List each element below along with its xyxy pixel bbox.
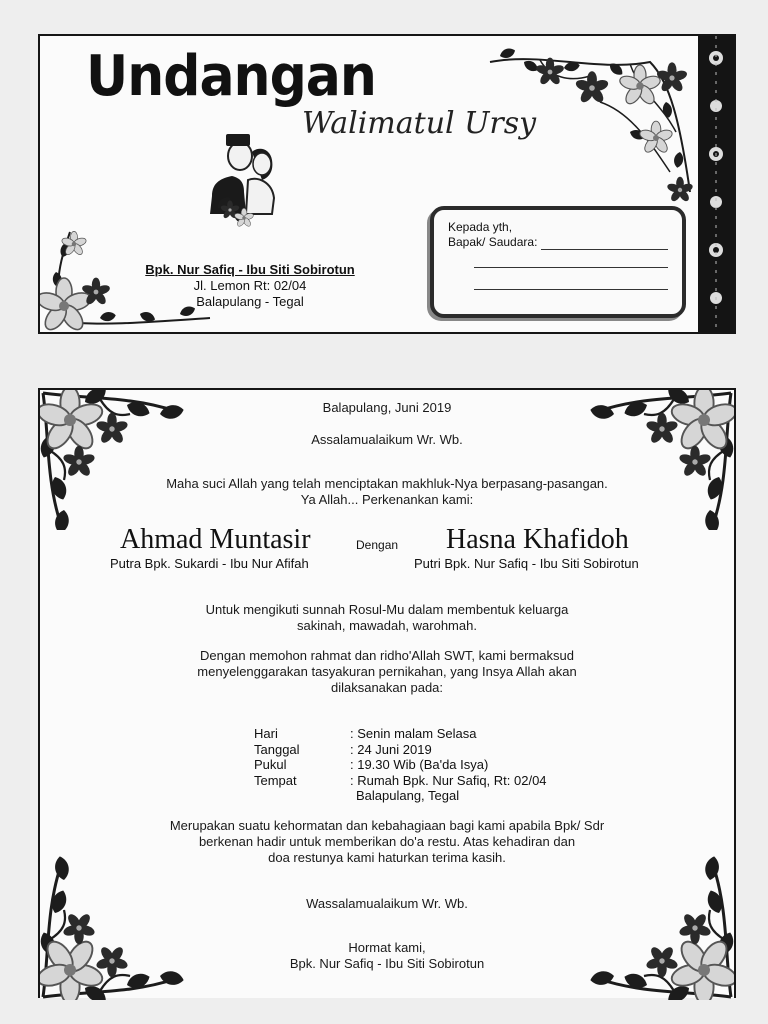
floral-corner-bottom-right bbox=[554, 856, 734, 1000]
sender-name: Bpk. Nur Safiq - Ibu Siti Sobirotun bbox=[145, 262, 355, 277]
event-row-place-cont: Balapulang, Tegal bbox=[356, 788, 460, 803]
cover-title: Undangan bbox=[86, 44, 376, 109]
opening-greeting: Assalamualaikum Wr. Wb. bbox=[311, 432, 463, 447]
signature: Bpk. Nur Safiq - Ibu Siti Sobirotun bbox=[289, 956, 485, 971]
place-date: Balapulang, Juni 2019 bbox=[322, 400, 452, 415]
para2-line-1: Dengan memohon rahmat dan ridho'Allah SWT, kami bermaksud bbox=[200, 648, 574, 663]
recipient-address-line-2 bbox=[474, 288, 668, 290]
event-row-date: Tanggal : 24 Juni 2019 bbox=[254, 741, 432, 757]
closing-line-1: Merupakan suatu kehormatan dan kebahagiaan bagi kami apabila Bpk/ Sdr bbox=[169, 818, 605, 833]
para1-line-1: Untuk mengikuti sunnah Rosul-Mu dalam membentuk keluarga bbox=[205, 602, 569, 617]
groom-name: Ahmad Muntasir bbox=[120, 524, 311, 555]
event-row-place: Tempat : Rumah Bpk. Nur Safiq, Rt: 02/04 bbox=[254, 772, 547, 788]
intro-line-2: Ya Allah... Perkenankan kami: bbox=[300, 492, 474, 507]
closing-greeting: Wassalamualaikum Wr. Wb. bbox=[306, 896, 468, 911]
para1-line-2: sakinah, mawadah, warohmah. bbox=[297, 618, 477, 633]
couple-illustration bbox=[182, 118, 282, 228]
recipient-name-row bbox=[448, 235, 668, 250]
intro-line-1: Maha suci Allah yang telah menciptakan makhluk-Nya berpasang-pasangan. bbox=[166, 476, 608, 491]
recipient-label: Bapak/ Saudara: bbox=[448, 235, 538, 249]
connector-word: Dengan bbox=[356, 538, 399, 552]
sender-address bbox=[100, 262, 400, 310]
sign-off: Hormat kami, bbox=[348, 940, 426, 955]
closing-line-3: doa restunya kami haturkan terima kasih. bbox=[268, 850, 506, 865]
event-row-day: Hari : Senin malam Selasa bbox=[254, 726, 477, 741]
bride-name: Hasna Khafidoh bbox=[446, 524, 629, 555]
sender-city: Balapulang - Tegal bbox=[196, 294, 304, 309]
invitation-letter bbox=[38, 388, 736, 998]
recipient-name-line bbox=[541, 236, 668, 250]
closing-line-2: berkenan hadir untuk memberikan do'a restu. Atas kehadiran dan bbox=[198, 834, 576, 849]
para2-line-2: menyelenggarakan tasyakuran pernikahan, yang Insya Allah akan bbox=[197, 664, 577, 679]
sender-street: Jl. Lemon Rt: 02/04 bbox=[193, 278, 307, 293]
bride-parents: Putri Bpk. Nur Safiq - Ibu Siti Sobirotun bbox=[414, 556, 639, 571]
event-details bbox=[254, 726, 547, 804]
para2-line-3: dilaksanakan pada: bbox=[330, 680, 444, 695]
floral-ornament-top-right bbox=[480, 42, 700, 212]
recipient-salutation: Kepada yth, bbox=[448, 220, 513, 234]
envelope-cover bbox=[38, 34, 736, 334]
cover-subtitle: Walimatul Ursy bbox=[302, 106, 537, 141]
recipient-box bbox=[430, 206, 686, 318]
event-row-time: Pukul : 19.30 Wib (Ba'da Isya) bbox=[254, 757, 489, 772]
groom-parents: Putra Bpk. Sukardi - Ibu Nur Afifah bbox=[110, 556, 309, 571]
floral-corner-bottom-left bbox=[40, 856, 220, 1000]
decorative-side-strip bbox=[698, 36, 734, 332]
